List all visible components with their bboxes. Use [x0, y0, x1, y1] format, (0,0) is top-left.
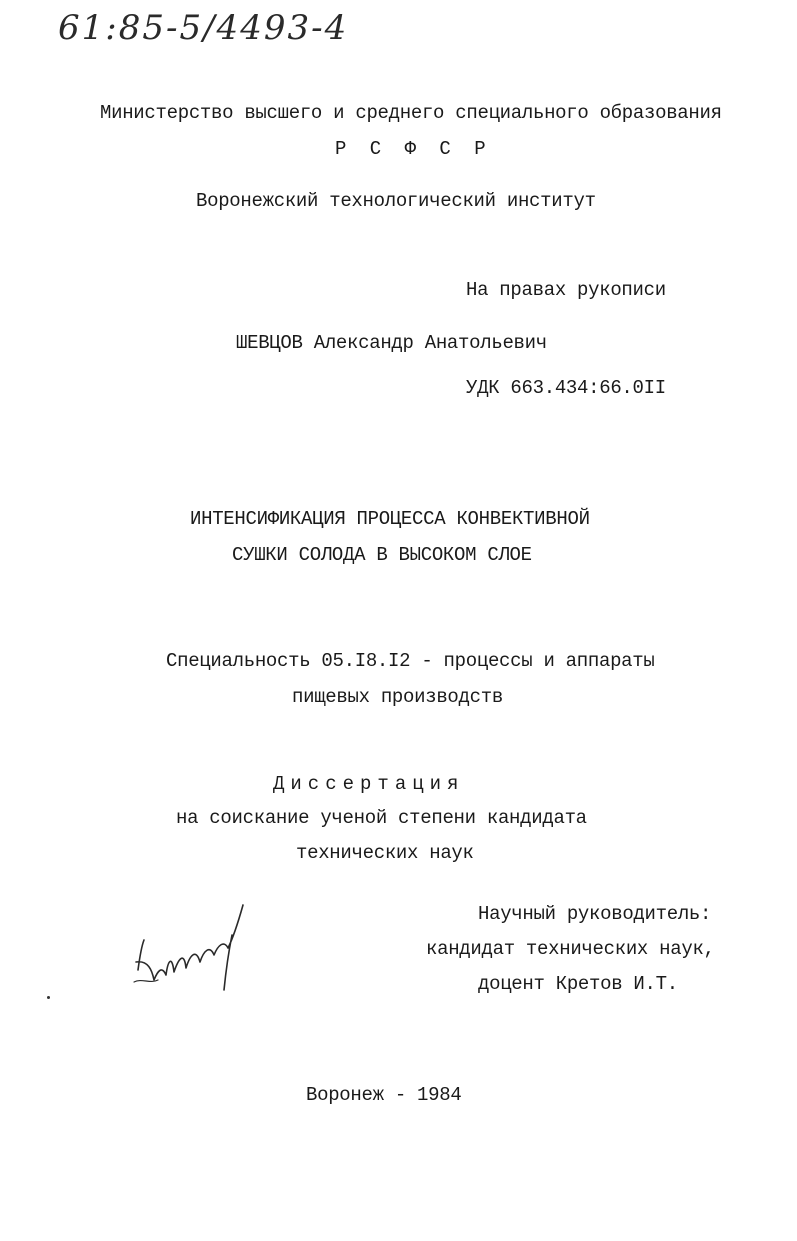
- signature: [128, 900, 253, 1000]
- udc-code: УДК 663.434:66.0II: [466, 377, 666, 399]
- supervisor-line-1: Научный руководитель:: [478, 903, 712, 925]
- paper-speck: [47, 996, 50, 999]
- author-name: ШЕВЦОВ Александр Анатольевич: [236, 332, 547, 354]
- manuscript-note: На правах рукописи: [466, 279, 666, 301]
- title-line-2: СУШКИ СОЛОДА В ВЫСОКОМ СЛОЕ: [232, 544, 532, 566]
- title-line-1: ИНТЕНСИФИКАЦИЯ ПРОЦЕССА КОНВЕКТИВНОЙ: [190, 508, 590, 530]
- ministry-line: Министерство высшего и среднего специального образования: [100, 102, 722, 124]
- specialty-line-1: Специальность 05.I8.I2 - процессы и аппараты: [166, 650, 655, 672]
- supervisor-line-3: доцент Кретов И.Т.: [478, 973, 678, 995]
- archive-code: 61:85-5/4493-4: [58, 8, 349, 48]
- dissertation-line-1: на соискание ученой степени кандидата: [176, 807, 587, 829]
- supervisor-line-2: кандидат технических наук,: [426, 938, 715, 960]
- dissertation-label: Диссертация: [273, 773, 465, 795]
- institute-line: Воронежский технологический институт: [196, 190, 596, 212]
- specialty-line-2: пищевых производств: [292, 686, 503, 708]
- place-year: Воронеж - 1984: [306, 1084, 462, 1106]
- republic-line: Р С Ф С Р: [335, 138, 492, 160]
- dissertation-line-2: технических наук: [296, 842, 474, 864]
